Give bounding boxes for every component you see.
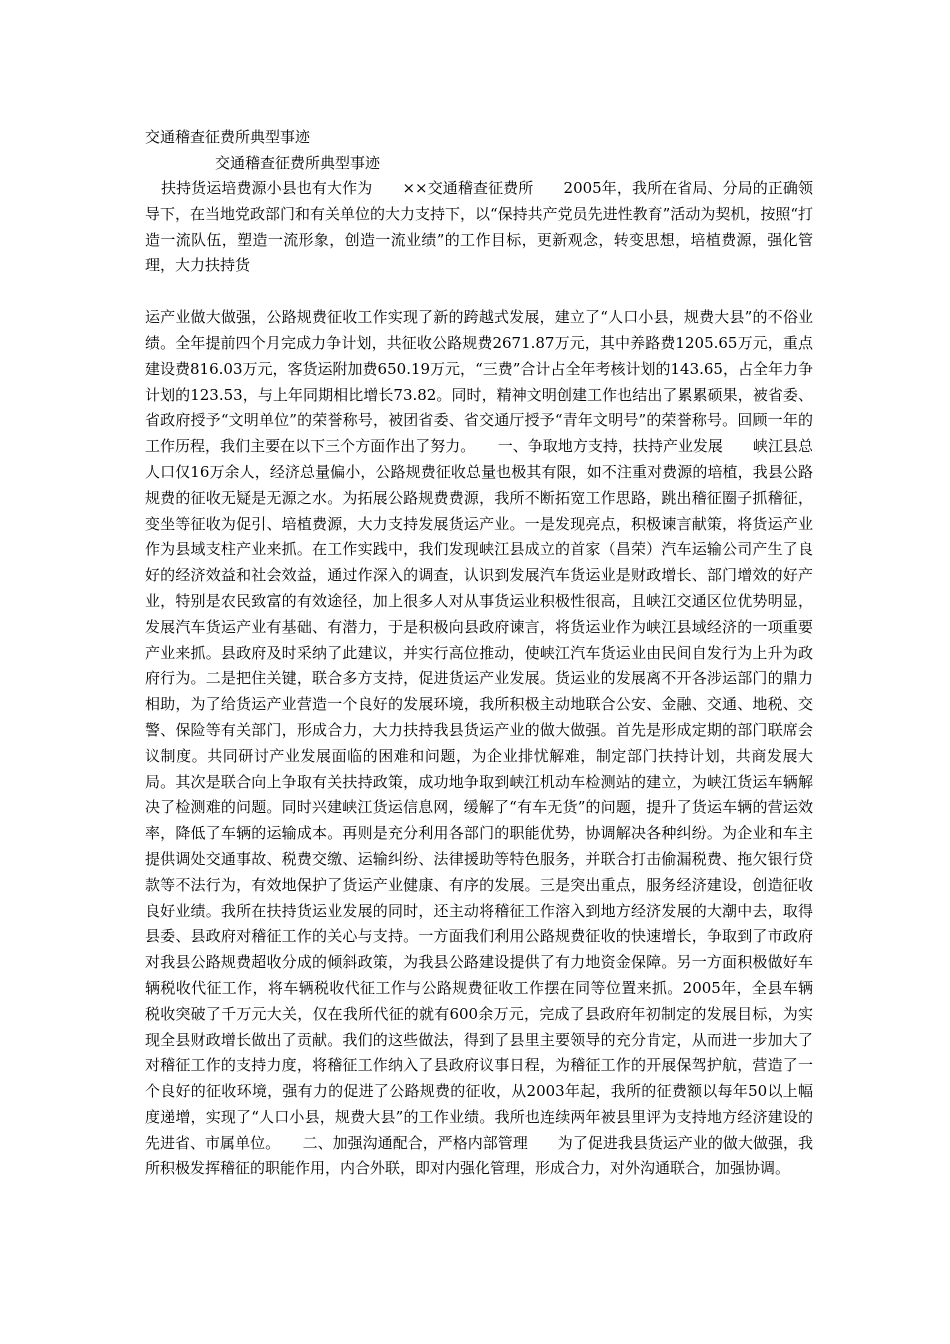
body-paragraph-1: 扶持货运培费源小县也有大作为 ××交通稽查征费所 2005年，我所在省局、分局的正确领导下，在当地党政部门和有关单位的大力支持下，以“保持共产党员先进性教育”活动为契机，按照“打造一流队伍，塑造一流形象，创造一流业绩”的工作目标，更新观念，转变思想，培植费源，强化管理，大力扶持货 — [145, 179, 814, 275]
paragraph-gap — [145, 279, 813, 305]
document-subtitle: 交通稽查征费所典型事迹 — [215, 154, 381, 172]
body-paragraph-2: 运产业做大做强，公路规费征收工作实现了新的跨越式发展，建立了“人口小县，规费大县”的不俗业绩。全年提前四个月完成力争计划，共征收公路规费2671.87万元，其中养路费1205.65万元，重点建设费816.03万元，客货运附加费650.19万元，“三费”合计占全年考核计划的143.65，占全年力争计划的123.53，与上年同期相比增长73.82。同时，精神文明创建工作也结出了累累硕果，被省委、省政府授予“文明单位”的荣誉称号，被团省委、省交通厅授予“青年文明号”的荣誉称号。回顾一年的工作历程，我们主要在以下三个方面作出了努力。 一、争取地方支持，扶持产业发展 峡江县总人口仅16万余人，经济总量偏小，公路规费征收总量也极其有限，如不注重对费源的培植，我县公路规费的征收无疑是无源之水。为拓展公路规费费源，我所不断拓宽工作思路，跳出稽征圈子抓稽征，变坐等征收为促引、培植费源，大力支持发展货运产业。一是发现亮点，积极谏言献策，将货运产业作为县域支柱产业来抓。在工作实践中，我们发现峡江县成立的首家（昌荣）汽车运输公司产生了良好的经济效益和社会效益，通过作深入的调查，认识到发展汽车货运业是财政增长、部门增效的好产业，特别是农民致富的有效途径，加上很多人对从事货运业积极性很高，且峡江交通区位优势明显，发展汽车货运产业有基础、有潜力，于是积极向县政府谏言，将货运业作为峡江县域经济的一项重要产业来抓。县政府及时采纳了此建议，并实行高位推动，使峡江汽车货运业由民间自发行为上升为政府行为。二是把住关键，联合多方支持，促进货运产业发展。货运业的发展离不开各涉运部门的鼎力相助，为了给货运产业营造一个良好的发展环境，我所积极主动地联合公安、金融、交通、地税、交警、保险等有关部门，形成合力，大力扶持我县货运产业的做大做强。首先是形成定期的部门联席会议制度。共同研讨产业发展面临的困难和问题，为企业排忧解难，制定部门扶持计划，共商发展大局。其次是联合向上争取有关扶持政策，成功地争取到峡江机动车检测站的建立，为峡江货运车辆解决了检测难的问题。同时兴建峡江货运信息网，缓解了“有车无货”的问题，提升了货运车辆的营运效率，降低了车辆的运输成本。再则是充分利用各部门的职能优势，协调解决各种纠纷。为企业和车主提供调处交通事故、税费交缴、运输纠纷、法律援助等特色服务，并联合打击偷漏税费、拖欠银行贷款等不法行为，有效地保护了货运产业健康、有序的发展。三是突出重点，服务经济建设，创造征收良好业绩。我所在扶持货运业发展的同时，还主动将稽征工作溶入到地方经济发展的大潮中去，取得县委、县政府对稽征工作的关心与支持。一方面我们利用公路规费征收的快速增长，争取到了市政府对我县公路规费超收分成的倾斜政策，为我县公路建设提供了有力地资金保障。另一方面积极做好车辆税收代征工作，将车辆税收代征工作与公路规费征收工作摆在同等位置来抓。2005年，全县车辆税收突破了千万元大关，仅在我所代征的就有600余万元，完成了县政府年初制定的发展目标，为实现全县财政增长做出了贡献。我们的这些做法，得到了县里主要领导的充分肯定，从而进一步加大了对稽征工作的支持力度，将稽征工作纳入了县政府议事日程，为稽征工作的开展保驾护航，营造了一个良好的征收环境，强有力的促进了公路规费的征收，从2003年起，我所的征费额以每年50以上幅度递增，实现了“人口小县，规费大县”的工作业绩。我所也连续两年被县里评为支持地方经济建设的先进省、市属单位。 二、加强沟通配合，严格内部管理 为了促进我县货运产业的做大做强，我所积极发挥稽征的职能作用，内合外联，即对内强化管理，形成合力，对外沟通联合，加强协调。 — [145, 308, 813, 1178]
document-title: 交通稽查征费所典型事迹 — [145, 128, 311, 146]
document-page — [145, 124, 813, 1182]
